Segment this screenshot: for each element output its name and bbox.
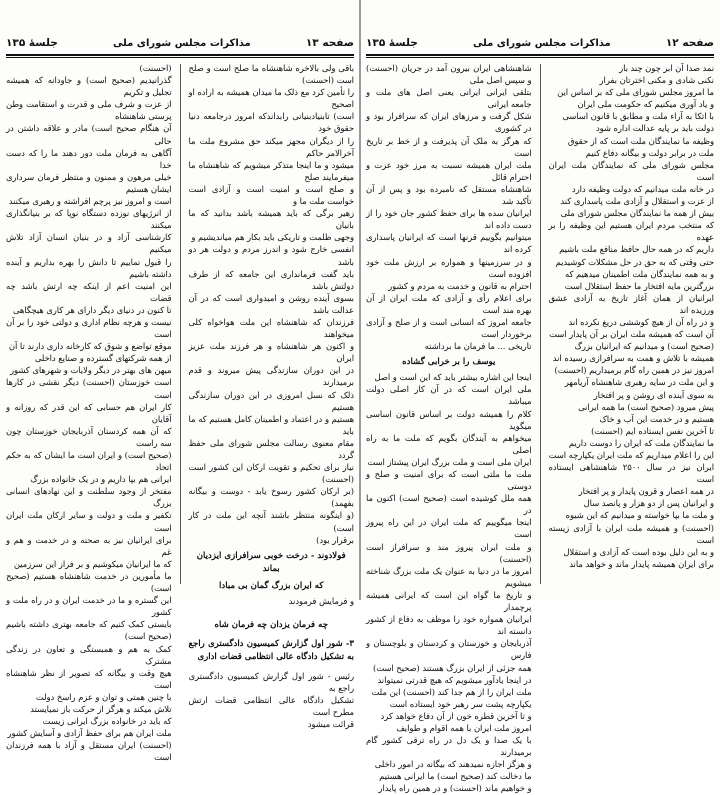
right-outer-line: ما امروز مجلس شورای ملی که بر اساس این [557, 87, 714, 98]
left-inner-line: میهن های بهتر در دیگر ولایات و شهرهای کشور [10, 365, 172, 376]
left-poem-line-3: و فرمایش فرمودند [288, 595, 354, 606]
right-outer-line: از عزت و استقلال و آزادی ملت پاسداری کند [560, 196, 714, 207]
left-inner-line: از همه شرکتهای گسترده و صنایع داخلی [34, 353, 172, 364]
right-column-divider [540, 64, 541, 584]
left-inner-line: کمک به هم و همبستگی و تعاون در زندگی مشترک [6, 643, 172, 666]
left-outer-line: باقی ولی بالاخره شاهنشاه ما صلح است و صلح است (احسنت) [188, 63, 354, 86]
right-inner-after-line: و خواهیم ماند (احسنت) و در همین راه پایدار [378, 783, 532, 794]
left-inner-line: (صحیح است) و ایران است ما ایشان که به حکم اتحاد [6, 450, 172, 473]
left-inner-line: آگاهی به فرمان ملت دور دهند ما را که دست خدا [6, 147, 172, 170]
left-inner-line: (احسنت) [139, 63, 172, 73]
left-outer-after-paragraph [189, 619, 355, 632]
right-outer-line: و ایرانیان پس از دو هزار و پانصد سال [583, 498, 714, 509]
right-outer-line: هستیم و در خدمت این آب و خاک [599, 413, 714, 424]
left-outer-line: را از دیگران مجهز میکند حق مشروع ملت ما آخرالامر حاکم [188, 135, 354, 158]
right-outer-line: (صحیح است) و میدانیم که ایرانیان بزرگ [574, 341, 714, 352]
left-outer-line: (بر ارکان کشور رسوخ یابد - دوست و بیگانه بفهمد) [188, 486, 354, 509]
right-inner-line: برای اعلام رأی و آزادی که ملت ایران از آن بهره مند است [366, 292, 532, 315]
right-outer-line: آن است که همیشه ملت ایران بر آن پایدار است [549, 329, 714, 340]
right-inner-line: احترام به قانون و خدمت به مردم و کشور [388, 280, 532, 291]
left-inner-line: است خوزستان (احسنت) دیگر نقشی در کارها است [6, 377, 172, 400]
page-gutter [359, 0, 361, 600]
right-inner-after-line: ایران ملی است و ملت بزرگ ایران پیشتاز است [367, 456, 532, 467]
left-page-outer-column [188, 62, 355, 730]
right-outer-line: پیش میرود (صحیح است) ما همه ایرانی [578, 401, 714, 412]
right-inner-line: و در سرزمینها و همواره بر ارزش ملت خود افزوده است [366, 256, 532, 279]
right-outer-line: که منتخب مردم ایران هستیم این وظیفه را بر عهده [548, 220, 714, 243]
left-inner-line: گذرانیدیم (صحیح است) و جاودانه که همیشه تجلیل و تکریم [6, 75, 172, 98]
right-page-header [366, 34, 714, 52]
left-outer-line: انفسی خارج شود و اندرز مردم و دولت هر دو باشد [188, 244, 354, 267]
right-outer-line: این را اعلام میداریم که ملت ایران یکپارچه است [548, 450, 714, 460]
right-outer-line: برای ایران همیشه پایدار ماند و خواهد ماند [569, 558, 714, 569]
left-outer-line: برقرار بود) [316, 534, 354, 545]
left-page-columns [6, 62, 354, 763]
right-inner-after-line: میخواهم به آیندگان بگویم که ملت ما به راه اصلی [366, 432, 532, 455]
left-inner-line: که ما ایرانیان میکوشیم و بر فراز این سرزمین [13, 558, 172, 569]
right-inner-after-paragraph [366, 371, 532, 794]
right-outer-line: ملت در برابر دولت و بیگانه دفاع کنیم [585, 147, 714, 158]
right-outer-line: ایران نیز در سال ۲۵۰۰ شاهنشاهی ایستاده است [548, 462, 714, 485]
right-inner-after-line: آذربایجان و خوزستان و کردستان و بلوچستان و فارس [366, 638, 532, 661]
right-inner-after-line: ما دخالت کند (صحیح است) ما ایرانی هستیم [379, 771, 532, 782]
right-header-rule [366, 54, 714, 56]
right-inner-after-line: ملی ایران است که در آن کار اصلی دولت میباشد [366, 384, 532, 407]
right-inner-line: ایرانیان سده ها برای حفظ کشور جان خود را از دست داده اند [366, 208, 532, 231]
left-inner-line: از انرژیهای نوزده دستگاه نوپا که بر بنیانگذاری میکنند [6, 208, 172, 231]
right-outer-line: ایرانیان از همان آغاز تاریخ به آزادی عشق ورزیده اند [548, 292, 714, 315]
left-page-session: جلسهٔ ۱۳۵ [6, 37, 58, 49]
right-inner-after-line: در اینجا یادآور میشویم که هیچ قدرتی نمیتواند [377, 674, 532, 685]
right-inner-line: شاهنشاه مستقل که نامبرده بود و پس از آن تأکید شد [366, 183, 532, 207]
right-inner-after-line: کلام را همیشه دولت بر اساس قانون اساسی میگوید [366, 408, 532, 431]
right-inner-after-line: اینجا میگوییم که ملت ایران در این راه پیروز است [366, 517, 532, 540]
right-outer-line: (احسنت) و همیشه ملت ایران با آزادی زیسته است [548, 522, 714, 545]
left-page [6, 0, 354, 763]
left-inner-line: که باید در خانواده بزرگ ایرانی زیست [42, 716, 172, 727]
left-inner-line: ما مأمورین در خدمت شاهنشاه هستیم (صحیح است) [6, 570, 172, 594]
left-outer-line: ذلک که نسل امروزی در این دوران سازندگی هستیم [188, 389, 354, 412]
right-inner-after-line: و تا آخرین قطره خون از آن دفاع خواهد کرد [380, 710, 532, 721]
left-inner-line: (احسنت) ایران مستقل و آزاد با همه فرزندان است [6, 740, 172, 763]
left-inner-line: است و امروز نیز پرچم افراشته و رهبری میکنند [8, 196, 172, 207]
left-inner-line: ملت ایران هم برای حفظ آزادی و آسایش کشور [7, 728, 172, 739]
right-page-session: جلسهٔ ۱۳۵ [366, 37, 418, 49]
right-inner-after-line: ملت ایران را از هم جدا کند (احسنت) این ملت [371, 686, 532, 697]
left-outer-tail-line: قرائت میشود [307, 719, 354, 730]
left-page-title: مذاکرات مجلس شورای ملی [112, 37, 251, 49]
right-inner-line: ملت ایران همیشه نسبت به مرز خود عزت و احترام قائل [366, 159, 532, 182]
left-page-inner-column [6, 62, 172, 763]
right-outer-line: و این ملت در سایه رهبری شاهنشاه آریامهر [564, 377, 714, 388]
right-outer-line: ما نمایندگان ملت که ایران را دوست داریم [568, 437, 714, 448]
right-outer-paragraph [549, 62, 715, 570]
right-inner-after-line: و ملت ایران پیروز مند و سرافراز است (احسنت) [366, 541, 532, 564]
right-outer-line: و در راه آن از هیچ کوششی دریغ نکرده اند [568, 316, 714, 327]
right-inner-line: بتلقی ایرانی ایرانی یعنی اصل های ملت و جامعه ایرانی [366, 87, 532, 110]
right-inner-after-line: اینجا این اشاره بیشتر باید که این است و اصل [374, 372, 532, 383]
left-outer-line: وجهی ظلمت و تاریکی باید بکار هم میاندیشیم و [191, 232, 354, 243]
right-inner-after-line: امروز ما در دنیا به عنوان یک ملت بزرگ شناخته میشویم [366, 565, 532, 588]
left-outer-line: هستیم و در اعتماد و اطمینان کامل هستیم که ما باید [188, 413, 354, 436]
right-outer-line: امروز نیز در همین راه گام برمیداریم (احسنت) [554, 365, 714, 376]
right-poem-line-1: یوسف را بر خرابی گشاده [402, 357, 496, 368]
left-outer-line: فرزندان که شاهنشاه این ملت هواخواه کلی میخواهند [188, 316, 354, 340]
right-outer-line: و یاد آوری میکنیم که حکومت ملی ایران [577, 99, 714, 110]
right-inner-after-line: امروز ملت ایران با همه اقوام و طوایف [396, 722, 532, 733]
left-inner-line: این گستره و ما در خدمت ایران و در راه ملت و کشور [6, 595, 172, 618]
right-inner-after-line: ایرانیان همواره خود را موظف به دفاع از کشور دانسته اند [366, 614, 532, 637]
left-inner-line: با چنین همتی و توان و عزم راسخ دولت [35, 691, 172, 702]
right-outer-line: تا آخرین نفس ایستاده ایم (احسنت) [591, 425, 714, 436]
left-inner-line: کارشناسی آزاد و در بنیان انسان آزاد تلاش میکنیم [6, 232, 172, 255]
right-page-inner-column [366, 62, 532, 794]
left-outer-tail-line: رئیس - شور اول گزارش کمیسیون دادگستری راجع به [188, 670, 354, 693]
left-outer-line: در این دوران سازندگی پیش میروند و قدم برمیدارند [188, 365, 354, 388]
right-inner-after-line: و تاریخ ما گواه این است که ایرانی همیشه پرچمدار [366, 589, 532, 613]
left-outer-line: باید گفت فرمانداری این جامعه که از طرف دولتش باشد [188, 268, 354, 291]
left-inner-line: که آن همه کردستان آذربایجان خوزستان چون سه راست [6, 425, 172, 448]
left-inner-line: این امنیت اعم از اینکه چه ارتش باشد چه قضات [6, 280, 172, 303]
right-outer-line: به سوی آینده ای روشن و پر افتخار [593, 389, 714, 400]
right-outer-line: در همه اعصار و قرون پایدار و پر افتخار [578, 486, 714, 497]
right-outer-line: نمد صدا آن ابر چون چند بار [619, 63, 714, 73]
left-inner-line: ایرانی هم بپا داریم و در یک خانواده بزرگ [30, 474, 172, 485]
right-outer-line: حتی وقتی که به حق در حل مشکلات کوشیدیم [555, 256, 714, 267]
left-inner-line: را قبول نماییم تا دانش را بهره بداریم و آینده داشته باشیم [6, 256, 172, 279]
right-outer-line: و به این دلیل بوده است که آزادی و استقلال [563, 546, 714, 557]
left-outer-line: بسوی آینده روشن و امیدواری است که در آن عدالت باشد [188, 292, 354, 315]
right-page-outer-column [549, 62, 715, 600]
left-poem-line-2: که ایران بزرگ گمان بی مبادا [219, 580, 324, 591]
left-page-number: صفحه ۱۳ [305, 37, 354, 49]
left-outer-tail-line: تشکیل دادگاه عالی انتظامی قضات ارتش مطرح است [188, 695, 354, 718]
left-header-rule-thin [6, 57, 354, 58]
left-inner-line: برای ایرانیان نیز به صحنه و در خدمت و هم و غم [6, 534, 172, 557]
left-inner-line: نیست و هرچه نظام اداری و دولتی خود را بر آن است [6, 316, 172, 340]
right-header-rule-thin [366, 57, 714, 58]
left-outer-line: (و اینگونه منتظر باشند آنچه این ملت در کار است) [188, 510, 354, 533]
left-outer-line: نیاز برای تحکیم و تقویت ارکان این کشور است (احسنت) [188, 462, 354, 485]
right-inner-after-line: و هرگز اجازه نمیدهند که بیگانه در امور داخلی [374, 759, 532, 770]
left-outer-line: میشود و ما اینجا متذکر میشویم که شاهنشاه ما میفرمایند صلح [188, 159, 354, 182]
left-inner-line: آن هنگام صحیح است) مادر و علاقه داشتن در حالی [6, 123, 172, 146]
left-outer-tail-paragraph [189, 670, 355, 730]
right-outer-line: در خانه ملت میدانیم که دولت وظیفه دارد [571, 183, 714, 194]
left-outer-line: و اکنون هر شاهنشاه و هر فرزند ملت عزیز ایران [188, 341, 354, 364]
left-outer-after-line: چه فرمان یزدان چه فرمان شاه [214, 619, 329, 630]
right-outer-line: داریم که در همه حال حافظ منافع ملت باشیم [559, 244, 714, 255]
left-inner-paragraph [6, 62, 172, 763]
left-inner-line: خیلی مرهون و ممنون و منتظر فرمان سرداری ایشان هستیم [6, 171, 172, 194]
left-poem-line-1: فولادوند - درخت خوبی سرافرازی ایزدیان بماند [196, 550, 346, 574]
right-inner-line: شکل گرفت و مرزهای ایران که سرافراز بود و در کشوری [366, 111, 532, 134]
left-inner-line: تا کنون در دنیای دیگر دارای هر کاری هیچگاهی [12, 304, 172, 315]
right-outer-line: با اتکا به آراء ملت و مطابق با قانون اساسی [562, 111, 714, 122]
right-outer-line: نکنی شادی و مکنی اخترتان بفرار [599, 75, 714, 86]
left-outer-paragraph [189, 62, 355, 546]
right-outer-line: بزرگترین مایه افتخار ما حفظ استقلال است [564, 280, 714, 291]
right-page-columns [366, 62, 714, 794]
right-outer-line: دولت باید بر پایه عدالت اداره شود [595, 123, 714, 134]
right-page [366, 0, 714, 794]
right-page-number: صفحه ۱۲ [665, 37, 714, 49]
left-outer-line: را تأمین کرد مع ذلک ما میدان همیشه به اراده او اصحیح [188, 87, 354, 110]
left-header-rule [6, 54, 354, 56]
right-inner-line: میتوانیم بگوییم قرنها است که ایرانیان پاسداری کرده اند [366, 232, 532, 255]
right-outer-line: و ملت ما بپا خواسته و میدانیم که این شیوه [565, 510, 714, 521]
left-section-heading: ۳- شور اول گزارش کمیسیون دادگستری راجع به تشکیل دادگاه عالی انتظامی قضات اداری [188, 638, 354, 662]
left-inner-line: بایستی کمک کنیم که جامعه بهتری داشته باشیم (صحیح است) [6, 619, 172, 642]
right-outer-line: همیشه با تلاش و همت به سرافرازی رسیده اند [552, 353, 714, 364]
left-column-divider [180, 64, 181, 584]
left-inner-line: کار ایران هم حسابی که این قدر که روزانه و آقایان [6, 401, 172, 424]
right-inner-after-line: ملت ما ملتی است که برای امنیت و صلح و دوستی [366, 469, 532, 492]
right-outer-line: و به همه نمایندگان ملت اطمینان میدهیم که [565, 268, 714, 279]
right-inner-after-line: همه ملل کوشیده است (صحیح است) اکنون ما در [366, 493, 532, 516]
right-inner-line: شاهنشاهی ایران بیرون آمد در جریان (احسنت) و سپس اصل ملی [366, 63, 532, 86]
left-inner-line: مفتخر از وجود سلطنت و این نهادهای انسانی بزرگ [6, 486, 172, 509]
left-outer-line: و صلح است و امنیت است و آزادی است خواست ملت ما و [188, 183, 354, 207]
right-inner-paragraph [366, 62, 532, 352]
left-outer-line: مقام معنوی رسالت مجلس شورای ملی حفظ گردد [188, 437, 354, 460]
right-inner-after-line: با یک صدا و یک دل در راه ترقی کشور گام برمیدارند [366, 735, 532, 758]
right-inner-line: که هرگز به ملک آن پذیرفت و از خط بر تاریخ است [366, 135, 532, 158]
left-inner-line: تلاش میکند و هرگز از حرکت باز نمیایستد [30, 703, 172, 714]
left-inner-line: از عزت و شرف ملی و قدرت و استقامت وطن پرستی شاهنشاه [6, 99, 172, 122]
right-inner-after-line: همه جزئی از ایران بزرگ هستند (صحیح است) [372, 662, 532, 673]
right-inner-line: جامعه امروز که انسانی است و از صلح و آزادی برخوردار است [366, 316, 532, 340]
left-inner-line: تکفیر و ملت و دولت و سایر ارکان ملت ایران است [6, 510, 172, 533]
left-page-header [6, 34, 354, 52]
right-outer-line: مجلس شورای ملی که نمایندگان ملت ایران است [548, 159, 714, 182]
right-page-title: مذاکرات مجلس شورای ملی [472, 37, 611, 49]
left-inner-line: موقع تواضع و شوق که کارخانه داری دارند تا آن [8, 341, 172, 352]
right-inner-after-line: یکپارچه پشت سر رهبر خود ایستاده است [389, 698, 532, 709]
right-outer-line: وظیفه ما نمایندگان ملت است که از حقوق [567, 135, 714, 146]
left-outer-line: زهیر برگی که باید همیشه باشد بدانید که ما بانیان [188, 208, 354, 231]
right-outer-line: بیش از همه ما نمایندگان مجلس شورای ملی [560, 208, 714, 219]
left-inner-line: هیچ وقت و بیگانه که تصویر از نظر شاهنشاه است [6, 667, 172, 690]
right-inner-line: تاریخی ... ما فرمان ما برداشته [424, 341, 532, 352]
left-outer-line: است) تابنیادبنیانی رابداندکه امروز درجامعه دنیا حقوق خود [188, 111, 354, 134]
